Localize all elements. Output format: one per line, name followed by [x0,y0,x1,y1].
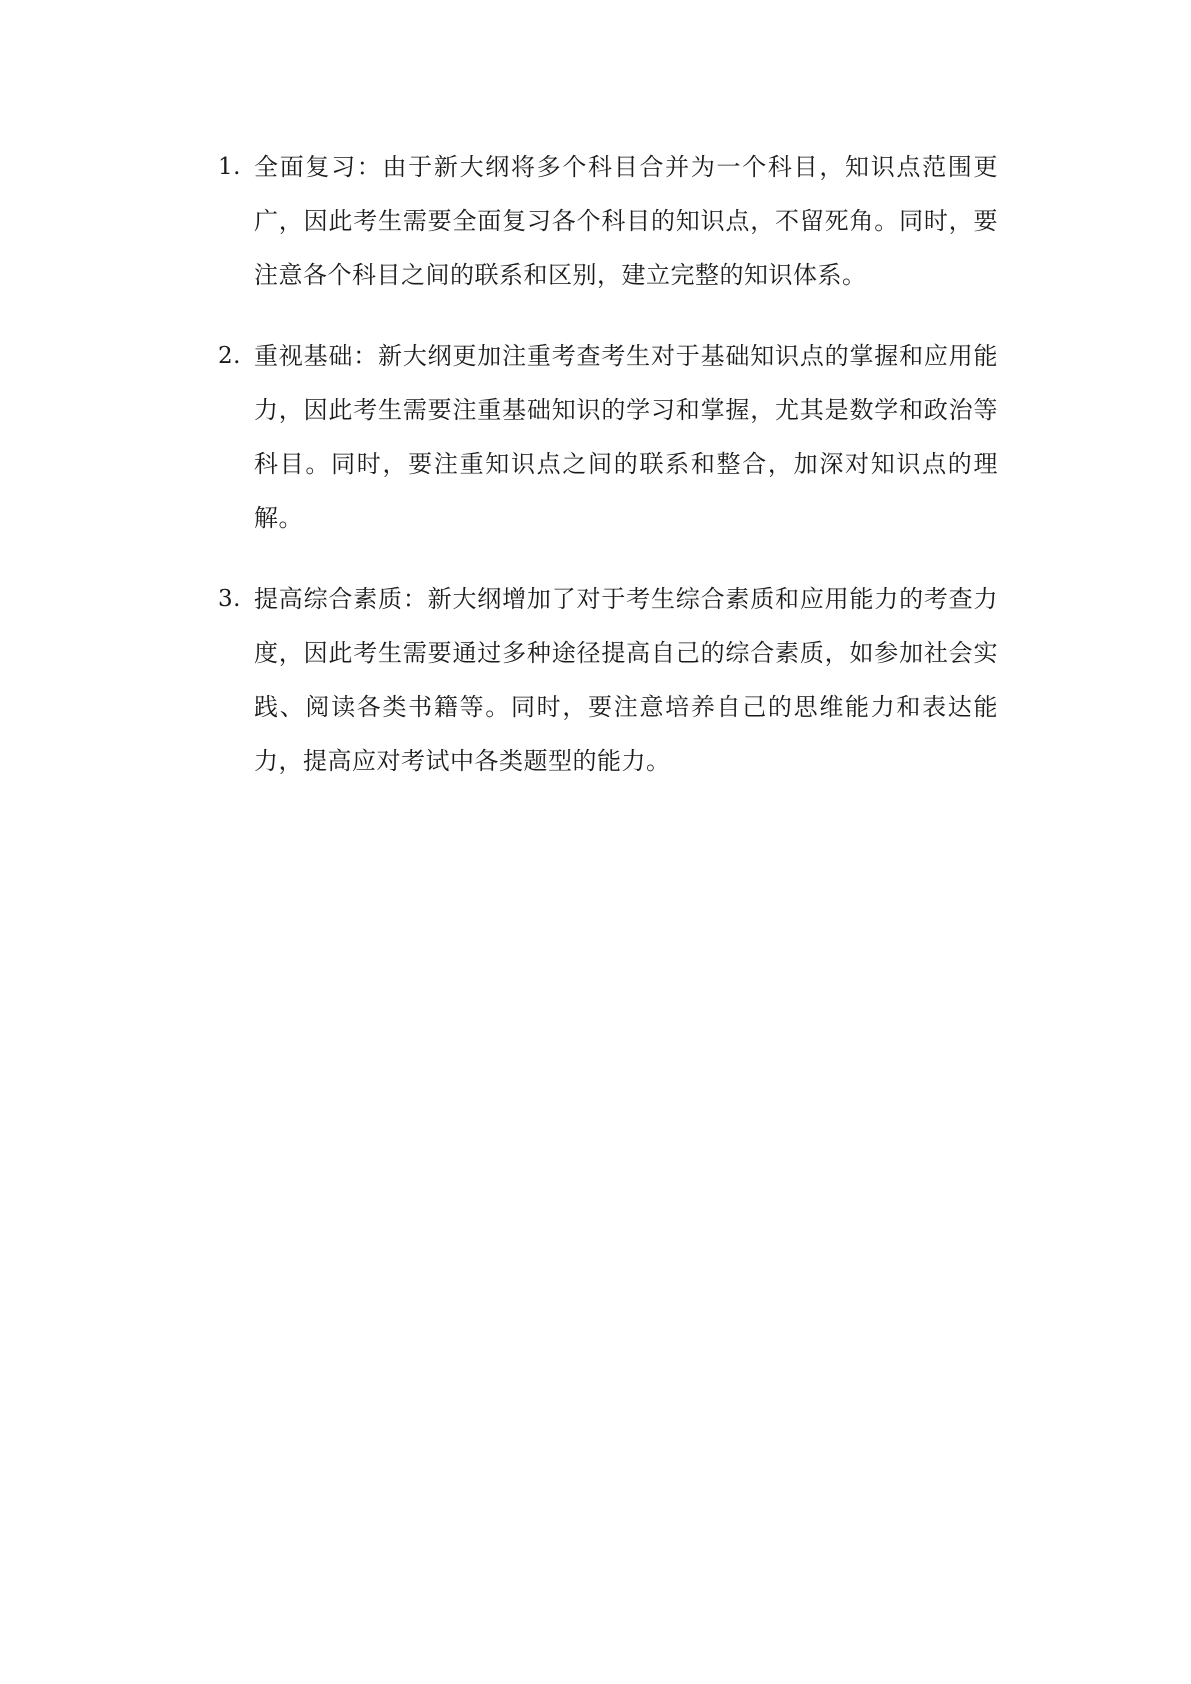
list-item [218,140,998,302]
list-item-number: 1. [218,154,241,180]
list-item-text: 全面复习：由于新大纲将多个科目合并为一个科目，知识点范围更广，因此考生需要全面复习各个科目的知识点，不留死角。同时，要注意各个科目之间的联系和区别，建立完整的知识体系。 [254,153,998,289]
list-item [218,572,998,788]
list-item-text: 提高综合素质：新大纲增加了对于考生综合素质和应用能力的考查力度，因此考生需要通过多种途径提高自己的综合素质，如参加社会实践、阅读各类书籍等。同时，要注意培养自己的思维能力和表达能力，提高应对考试中各类题型的能力。 [254,585,998,775]
list-item [218,329,998,545]
list-item-number: 3. [218,586,241,612]
numbered-list [218,140,998,815]
list-item-text: 重视基础：新大纲更加注重考查考生对于基础知识点的掌握和应用能力，因此考生需要注重基础知识的学习和掌握，尤其是数学和政治等科目。同时，要注重知识点之间的联系和整合，加深对知识点的理解。 [254,342,998,532]
list-item-number: 2. [218,343,241,369]
